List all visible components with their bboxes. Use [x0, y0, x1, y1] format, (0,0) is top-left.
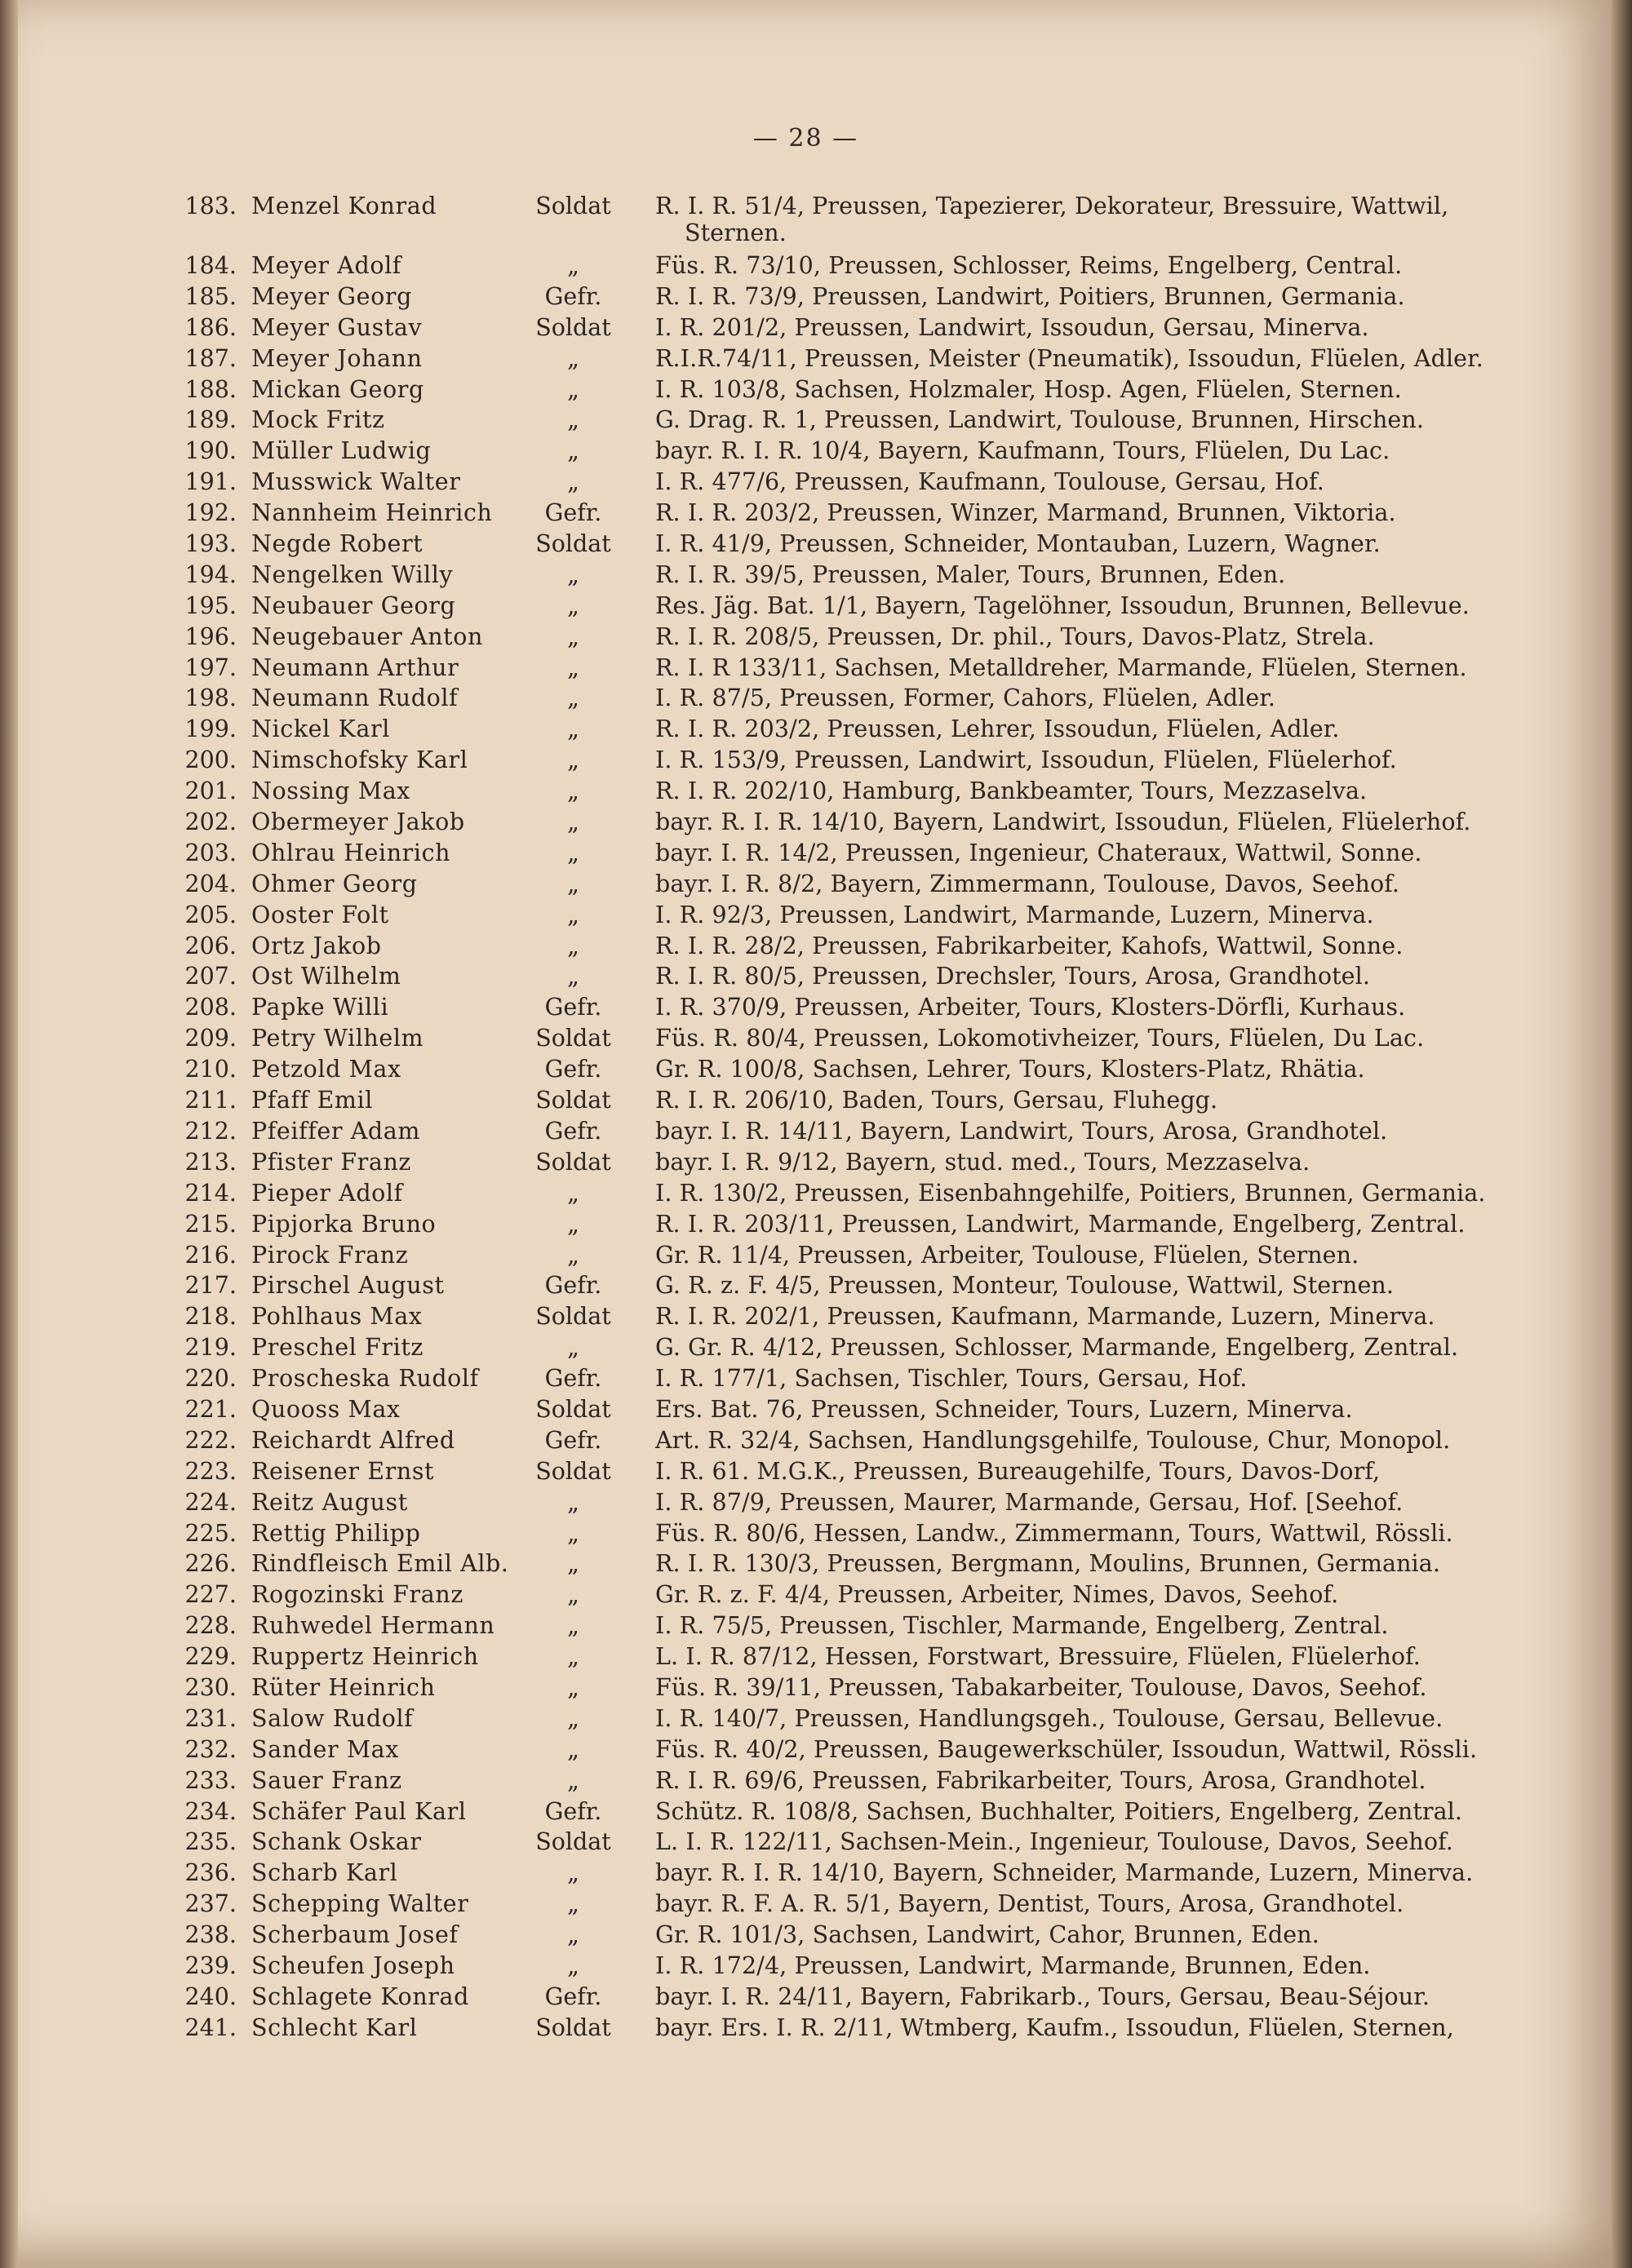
roster-entry	[0, 1767, 1612, 1798]
entry-name: Ruhwedel Hermann	[251, 1612, 495, 1640]
entry-rank: Gefr.	[544, 1117, 602, 1145]
entry-name: Nannheim Heinrich	[251, 499, 493, 527]
entry-details: Gr. R. 11/4, Preussen, Arbeiter, Toulouse, Flüelen, Sternen.	[655, 1241, 1359, 1269]
entry-rank: „	[567, 375, 579, 403]
roster-entry	[0, 1489, 1612, 1520]
entry-details: Füs. R. 39/11, Preussen, Tabakarbeiter, Toulouse, Davos, Seehof.	[655, 1673, 1427, 1701]
entry-name: Schank Oskar	[251, 1828, 422, 1856]
entry-rank: „	[567, 1704, 579, 1732]
entry-rank: „	[567, 1921, 579, 1949]
entry-rank: Gefr.	[544, 282, 602, 310]
roster-entry	[0, 592, 1612, 623]
entry-number: 199.	[184, 715, 237, 743]
entry-number: 238.	[184, 1921, 237, 1949]
entry-rank: „	[567, 1334, 579, 1362]
roster-entry	[0, 932, 1612, 963]
roster-entry	[0, 1612, 1612, 1643]
entry-rank: „	[567, 1890, 579, 1918]
entry-number: 233.	[184, 1766, 237, 1794]
entry-rank: Gefr.	[544, 1982, 602, 2010]
entry-rank: „	[567, 839, 579, 866]
roster-entry	[0, 901, 1612, 932]
entry-details: Ers. Bat. 76, Preussen, Schneider, Tours, Luzern, Minerva.	[655, 1395, 1353, 1423]
entry-number: 232.	[184, 1735, 237, 1763]
entry-rank: „	[567, 591, 579, 619]
entry-number: 183.	[184, 193, 237, 219]
entry-name: Salow Rudolf	[251, 1704, 414, 1732]
entry-name: Reitz August	[251, 1488, 408, 1516]
entry-name: Sander Max	[251, 1735, 399, 1763]
entry-number: 234.	[184, 1797, 237, 1825]
entry-details: bayr. I. R. 9/12, Bayern, stud. med., Tours, Mezzaselva.	[655, 1148, 1310, 1176]
entry-name: Nimschofsky Karl	[251, 746, 468, 774]
roster-entry	[0, 345, 1612, 376]
entry-number: 187.	[184, 344, 237, 372]
entry-rank: „	[567, 1550, 579, 1578]
entry-rank: Gefr.	[544, 1426, 602, 1454]
roster-entry	[0, 994, 1612, 1025]
entry-number: 184.	[184, 252, 237, 279]
entry-number: 209.	[184, 1025, 237, 1052]
entry-number: 237.	[184, 1890, 237, 1918]
entry-number: 220.	[184, 1365, 237, 1393]
entry-details: R. I. R. 39/5, Preussen, Maler, Tours, Brunnen, Eden.	[655, 560, 1286, 588]
entry-details: I. R. 153/9, Preussen, Landwirt, Issoudun, Flüelen, Flüelerhof.	[655, 746, 1397, 774]
entry-rank: „	[567, 1488, 579, 1516]
roster-entry	[0, 376, 1612, 407]
entry-number: 196.	[184, 622, 237, 650]
entry-number: 193.	[184, 530, 237, 558]
entry-number: 229.	[184, 1643, 237, 1671]
entry-name: Mickan Georg	[251, 375, 424, 403]
entry-name: Schäfer Paul Karl	[251, 1797, 467, 1825]
roster-entry	[0, 1520, 1612, 1551]
entry-name: Petry Wilhelm	[251, 1025, 424, 1052]
entry-name: Scheufen Joseph	[251, 1951, 455, 1979]
entry-details: G. Gr. R. 4/12, Preussen, Schlosser, Marmande, Engelberg, Zentral.	[655, 1334, 1459, 1362]
entry-number: 230.	[184, 1673, 237, 1701]
entry-number: 224.	[184, 1488, 237, 1516]
entry-name: Meyer Gustav	[251, 313, 423, 341]
entry-rank: Soldat	[535, 1828, 611, 1856]
entry-details: R. I. R. 202/10, Hamburg, Bankbeamter, Tours, Mezzaselva.	[655, 777, 1368, 805]
entry-number: 201.	[184, 777, 237, 805]
entry-details: Schütz. R. 108/8, Sachsen, Buchhalter, Poitiers, Engelberg, Zentral.	[655, 1797, 1463, 1825]
entry-name: Neumann Rudolf	[251, 684, 459, 712]
roster-entry	[0, 746, 1612, 777]
roster-entry	[0, 2014, 1612, 2045]
entry-name: Pieper Adolf	[251, 1179, 403, 1207]
roster-entry	[0, 252, 1612, 283]
entry-name: Papke Willi	[251, 994, 389, 1021]
roster-entry	[0, 1056, 1612, 1087]
roster-entry	[0, 314, 1612, 345]
entry-name: Rüter Heinrich	[251, 1673, 436, 1701]
entry-name: Ohmer Georg	[251, 870, 418, 897]
entry-number: 206.	[184, 932, 237, 959]
entry-rank: „	[567, 932, 579, 959]
entry-rank: Soldat	[535, 1025, 611, 1052]
entry-rank: „	[567, 1859, 579, 1887]
entry-details: Füs. R. 80/6, Hessen, Landw., Zimmermann, Tours, Wattwil, Rössli.	[655, 1519, 1453, 1547]
roster-entry	[0, 1828, 1612, 1859]
roster-entry	[0, 1365, 1612, 1396]
entry-name: Pirock Franz	[251, 1241, 409, 1269]
entry-details: I. R. 140/7, Preussen, Handlungsgeh., Toulouse, Gersau, Bellevue.	[655, 1704, 1444, 1732]
entry-rank: „	[567, 1643, 579, 1671]
entry-number: 198.	[184, 684, 237, 712]
book-edge	[1612, 0, 1632, 2268]
entry-rank: „	[567, 1581, 579, 1609]
entry-name: Neumann Arthur	[251, 653, 459, 681]
entry-number: 241.	[184, 2013, 237, 2041]
entry-details: Gr. R. 101/3, Sachsen, Landwirt, Cahor, Brunnen, Eden.	[655, 1921, 1319, 1949]
entry-details: R. I. R. 203/2, Preussen, Lehrer, Issoudun, Flüelen, Adler.	[655, 715, 1340, 743]
entry-details: I. R. 103/8, Sachsen, Holzmaler, Hosp. Agen, Flüelen, Sternen.	[655, 375, 1402, 403]
roster-entry	[0, 1983, 1612, 2014]
entry-details: bayr. R. I. R. 14/10, Bayern, Schneider, Marmande, Luzern, Minerva.	[655, 1859, 1474, 1887]
entry-rank: „	[567, 560, 579, 588]
entry-details: bayr. Ers. I. R. 2/11, Wtmberg, Kaufm., Issoudun, Flüelen, Sternen,	[655, 2013, 1454, 2041]
entry-rank: „	[567, 870, 579, 897]
entry-details: Füs. R. 73/10, Preussen, Schlosser, Reims, Engelberg, Central.	[655, 252, 1403, 279]
entry-details: bayr. I. R. 14/2, Preussen, Ingenieur, Chateraux, Wattwil, Sonne.	[655, 839, 1422, 866]
entry-details: R. I. R. 130/3, Preussen, Bergmann, Moulins, Brunnen, Germania.	[655, 1550, 1441, 1578]
entry-details: G. R. z. F. 4/5, Preussen, Monteur, Toulouse, Wattwil, Sternen.	[655, 1272, 1395, 1300]
entry-name: Meyer Georg	[251, 282, 412, 310]
entry-details: R. I. R. 203/11, Preussen, Landwirt, Marmande, Engelberg, Zentral.	[655, 1210, 1466, 1238]
entry-number: 215.	[184, 1210, 237, 1238]
roster-entry	[0, 839, 1612, 870]
entry-details: Füs. R. 80/4, Preussen, Lokomotivheizer, Tours, Flüelen, Du Lac.	[655, 1025, 1425, 1052]
entry-rank: „	[567, 468, 579, 496]
entry-rank: Soldat	[535, 1303, 611, 1331]
entry-number: 204.	[184, 870, 237, 897]
entry-rank: „	[567, 406, 579, 434]
roster-entry	[0, 1798, 1612, 1829]
entry-rank: „	[567, 1766, 579, 1794]
entry-number: 225.	[184, 1519, 237, 1547]
roster-entry	[0, 1921, 1612, 1952]
entry-details: bayr. R. I. R. 14/10, Bayern, Landwirt, Issoudun, Flüelen, Flüelerhof.	[655, 808, 1471, 836]
entry-details: L. I. R. 122/11, Sachsen-Mein., Ingenieur, Toulouse, Davos, Seehof.	[655, 1828, 1453, 1856]
entry-number: 188.	[184, 375, 237, 403]
entry-rank: „	[567, 1179, 579, 1207]
entry-details: I. R. 41/9, Preussen, Schneider, Montauban, Luzern, Wagner.	[655, 530, 1381, 558]
entry-number: 213.	[184, 1148, 237, 1176]
page-number: — 28 —	[752, 124, 859, 153]
entry-number: 186.	[184, 313, 237, 341]
roster-entry	[0, 1211, 1612, 1242]
roster-entry	[0, 870, 1612, 901]
roster-entry	[0, 1643, 1612, 1674]
roster-entry	[0, 1180, 1612, 1211]
entry-name: Menzel Konrad	[251, 193, 437, 219]
entry-name: Pipjorka Bruno	[251, 1210, 437, 1238]
entry-rank: „	[567, 344, 579, 372]
roster-entry	[0, 963, 1612, 994]
entry-number: 231.	[184, 1704, 237, 1732]
roster-entry	[0, 406, 1612, 437]
entry-rank: Soldat	[535, 313, 611, 341]
entry-rank: Gefr.	[544, 1272, 602, 1300]
entry-name: Rettig Philipp	[251, 1519, 421, 1547]
entry-details: R.I.R.74/11, Preussen, Meister (Pneumatik), Issoudun, Flüelen, Adler.	[655, 344, 1483, 372]
roster-entry	[0, 623, 1612, 654]
entry-number: 226.	[184, 1550, 237, 1578]
roster-entry	[0, 1334, 1612, 1365]
entry-details: I. R. 61. M.G.K., Preussen, Bureaugehilfe, Tours, Davos-Dorf,	[655, 1457, 1381, 1485]
entry-details: R. I. R. 73/9, Preussen, Landwirt, Poitiers, Brunnen, Germania.	[655, 282, 1405, 310]
entry-number: 223.	[184, 1457, 237, 1485]
entry-name: Neubauer Georg	[251, 591, 456, 619]
entry-name: Reichardt Alfred	[251, 1426, 455, 1454]
roster-entry	[0, 468, 1612, 499]
entry-details: Füs. R. 40/2, Preussen, Baugewerkschüler, Issoudun, Wattwil, Rössli.	[655, 1735, 1478, 1763]
roster-entry	[0, 1890, 1612, 1921]
entry-name: Pirschel August	[251, 1272, 445, 1300]
entry-number: 217.	[184, 1272, 237, 1300]
entry-name: Nengelken Willy	[251, 560, 454, 588]
entry-details: bayr. I. R. 14/11, Bayern, Landwirt, Tours, Arosa, Grandhotel.	[655, 1117, 1388, 1145]
entry-number: 208.	[184, 994, 237, 1021]
entry-number: 235.	[184, 1828, 237, 1856]
entry-name: Schlagete Konrad	[251, 1982, 469, 2010]
roster-entry	[0, 530, 1612, 561]
entry-name: Ortz Jakob	[251, 932, 382, 959]
entry-name: Müller Ludwig	[251, 437, 432, 465]
entry-details: Art. R. 32/4, Sachsen, Handlungsgehilfe, Toulouse, Chur, Monopol.	[655, 1426, 1451, 1454]
entry-name: Schlecht Karl	[251, 2013, 418, 2041]
entry-name: Scherbaum Josef	[251, 1921, 459, 1949]
roster-entry	[0, 1149, 1612, 1180]
entry-details: bayr. I. R. 24/11, Bayern, Fabrikarb., Tours, Gersau, Beau-Séjour.	[655, 1982, 1430, 2010]
entry-rank: „	[567, 1673, 579, 1701]
entry-details: bayr. R. F. A. R. 5/1, Bayern, Dentist, Tours, Arosa, Grandhotel.	[655, 1890, 1404, 1918]
entry-number: 203.	[184, 839, 237, 866]
entry-details: Gr. R. z. F. 4/4, Preussen, Arbeiter, Nimes, Davos, Seehof.	[655, 1581, 1339, 1609]
roster-entry	[0, 1272, 1612, 1303]
entry-rank: Gefr.	[544, 1797, 602, 1825]
entry-details: Res. Jäg. Bat. 1/1, Bayern, Tagelöhner, Issoudun, Brunnen, Bellevue.	[655, 591, 1470, 619]
entry-number: 197.	[184, 653, 237, 681]
entry-number: 212.	[184, 1117, 237, 1145]
entry-name: Rindfleisch Emil Alb.	[251, 1550, 509, 1578]
entry-number: 207.	[184, 963, 237, 990]
entry-details: L. I. R. 87/12, Hessen, Forstwart, Bressuire, Flüelen, Flüelerhof.	[655, 1643, 1421, 1671]
roster-entry	[0, 1087, 1612, 1118]
roster-entry	[0, 1859, 1612, 1890]
entry-details: I. R. 87/9, Preussen, Maurer, Marmande, Gersau, Hof. [Seehof.	[655, 1488, 1404, 1516]
entry-details: I. R. 477/6, Preussen, Kaufmann, Toulouse, Gersau, Hof.	[655, 468, 1324, 496]
roster-entry	[0, 1581, 1612, 1612]
entry-number: 210.	[184, 1056, 237, 1083]
roster-entry	[0, 1396, 1612, 1427]
roster-entry	[0, 1242, 1612, 1273]
entry-details: R. I. R. 80/5, Preussen, Drechsler, Tours, Arosa, Grandhotel.	[655, 963, 1371, 990]
entry-details: R. I. R. 208/5, Preussen, Dr. phil., Tours, Davos-Platz, Strela.	[655, 622, 1375, 650]
entry-details: I. R. 87/5, Preussen, Former, Cahors, Flüelen, Adler.	[655, 684, 1276, 712]
roster-entry	[0, 1674, 1612, 1705]
roster-entry	[0, 1303, 1612, 1334]
entry-name: Pohlhaus Max	[251, 1303, 423, 1331]
entry-rank: „	[567, 1519, 579, 1547]
entry-details: R. I. R. 206/10, Baden, Tours, Gersau, Fluhegg.	[655, 1087, 1218, 1114]
entry-details: R. I. R. 202/1, Preussen, Kaufmann, Marmande, Luzern, Minerva.	[655, 1303, 1435, 1331]
entry-number: 202.	[184, 808, 237, 836]
entry-name: Preschel Fritz	[251, 1334, 424, 1362]
entry-rank: Gefr.	[544, 994, 602, 1021]
roster-entry	[0, 193, 1612, 252]
entry-number: 211.	[184, 1087, 237, 1114]
entry-details: I. R. 370/9, Preussen, Arbeiter, Tours, Klosters-Dörfli, Kurhaus.	[655, 994, 1406, 1021]
entry-number: 190.	[184, 437, 237, 465]
entry-details: I. R. 172/4, Preussen, Landwirt, Marmande, Brunnen, Eden.	[655, 1951, 1371, 1979]
entry-rank: „	[567, 1612, 579, 1640]
entry-number: 185.	[184, 282, 237, 310]
entry-rank: Soldat	[535, 1395, 611, 1423]
entry-name: Negde Robert	[251, 530, 424, 558]
entry-name: Proscheska Rudolf	[251, 1365, 479, 1393]
entry-name: Nossing Max	[251, 777, 410, 805]
roster-entry	[0, 1550, 1612, 1581]
entry-name: Neugebauer Anton	[251, 622, 483, 650]
entry-name: Ruppertz Heinrich	[251, 1643, 479, 1671]
roster-entry	[0, 1427, 1612, 1458]
entry-name: Musswick Walter	[251, 468, 461, 496]
entry-name: Ost Wilhelm	[251, 963, 401, 990]
entry-details: Gr. R. 100/8, Sachsen, Lehrer, Tours, Klosters-Platz, Rhätia.	[655, 1056, 1365, 1083]
entry-rank: Gefr.	[544, 1365, 602, 1393]
entry-name: Quooss Max	[251, 1395, 401, 1423]
entry-name: Meyer Adolf	[251, 252, 401, 279]
roster-entry	[0, 1458, 1612, 1489]
entry-rank: Soldat	[535, 1457, 611, 1485]
entry-name: Reisener Ernst	[251, 1457, 435, 1485]
roster-entry	[0, 684, 1612, 715]
entry-rank: „	[567, 684, 579, 712]
entry-rank: Soldat	[535, 530, 611, 558]
roster-entry	[0, 1952, 1612, 1983]
entry-rank: „	[567, 715, 579, 743]
roster-entry	[0, 499, 1612, 530]
entry-details: I. R. 130/2, Preussen, Eisenbahngehilfe, Poitiers, Brunnen, Germania.	[655, 1179, 1486, 1207]
entry-rank: „	[567, 1241, 579, 1269]
roster-entry	[0, 437, 1612, 468]
entry-number: 192.	[184, 499, 237, 527]
entry-number: 189.	[184, 406, 237, 434]
entry-rank: „	[567, 653, 579, 681]
entry-rank: Soldat	[535, 193, 611, 219]
roster-entry	[0, 777, 1612, 808]
entry-details: R. I. R. 203/2, Preussen, Winzer, Marmand, Brunnen, Viktoria.	[655, 499, 1396, 527]
entry-name: Sauer Franz	[251, 1766, 402, 1794]
entry-rank: „	[567, 252, 579, 279]
entry-number: 218.	[184, 1303, 237, 1331]
entry-rank: Soldat	[535, 2013, 611, 2041]
entry-number: 236.	[184, 1859, 237, 1887]
entry-details: I. R. 92/3, Preussen, Landwirt, Marmande, Luzern, Minerva.	[655, 901, 1374, 928]
entry-number: 216.	[184, 1241, 237, 1269]
roster-entry	[0, 1736, 1612, 1767]
entry-name: Scharb Karl	[251, 1859, 398, 1887]
entry-name: Pfister Franz	[251, 1148, 412, 1176]
entry-number: 222.	[184, 1426, 237, 1454]
roster-entry	[0, 715, 1612, 746]
entry-name: Ooster Folt	[251, 901, 389, 928]
entry-name: Meyer Johann	[251, 344, 423, 372]
entry-rank: „	[567, 1735, 579, 1763]
entry-rank: Soldat	[535, 1148, 611, 1176]
roster-entry	[0, 1118, 1612, 1149]
entry-number: 200.	[184, 746, 237, 774]
entry-details-continued: Sternen.	[685, 219, 787, 246]
entry-number: 228.	[184, 1612, 237, 1640]
entry-name: Ohlrau Heinrich	[251, 839, 451, 866]
entry-details: R. I. R. 69/6, Preussen, Fabrikarbeiter, Tours, Arosa, Grandhotel.	[655, 1766, 1426, 1794]
entry-number: 227.	[184, 1581, 237, 1609]
entry-name: Pfeiffer Adam	[251, 1117, 420, 1145]
entry-number: 240.	[184, 1982, 237, 2010]
entry-number: 205.	[184, 901, 237, 928]
entry-name: Obermeyer Jakob	[251, 808, 465, 836]
entry-rank: „	[567, 963, 579, 990]
roster-entry	[0, 561, 1612, 592]
entry-number: 191.	[184, 468, 237, 496]
entry-rank: Gefr.	[544, 499, 602, 527]
entry-details: I. R. 75/5, Preussen, Tischler, Marmande, Engelberg, Zentral.	[655, 1612, 1389, 1640]
entry-details: I. R. 201/2, Preussen, Landwirt, Issoudun, Gersau, Minerva.	[655, 313, 1369, 341]
entry-details: bayr. R. I. R. 10/4, Bayern, Kaufmann, Tours, Flüelen, Du Lac.	[655, 437, 1390, 465]
entry-details: R. I. R. 28/2, Preussen, Fabrikarbeiter, Kahofs, Wattwil, Sonne.	[655, 932, 1404, 959]
roster-list	[0, 193, 1612, 2045]
entry-number: 214.	[184, 1179, 237, 1207]
entry-name: Petzold Max	[251, 1056, 401, 1083]
entry-rank: Soldat	[535, 1087, 611, 1114]
entry-rank: „	[567, 1951, 579, 1979]
entry-number: 195.	[184, 591, 237, 619]
entry-number: 221.	[184, 1395, 237, 1423]
roster-entry	[0, 1705, 1612, 1736]
entry-rank: „	[567, 808, 579, 836]
roster-entry	[0, 283, 1612, 314]
entry-number: 239.	[184, 1951, 237, 1979]
entry-rank: Gefr.	[544, 1056, 602, 1083]
entry-rank: „	[567, 622, 579, 650]
entry-name: Pfaff Emil	[251, 1087, 373, 1114]
entry-details: bayr. I. R. 8/2, Bayern, Zimmermann, Toulouse, Davos, Seehof.	[655, 870, 1400, 897]
entry-rank: „	[567, 1210, 579, 1238]
entry-name: Nickel Karl	[251, 715, 390, 743]
roster-entry	[0, 654, 1612, 685]
entry-rank: „	[567, 437, 579, 465]
roster-entry	[0, 808, 1612, 839]
entry-number: 219.	[184, 1334, 237, 1362]
entry-details: R. I. R. 51/4, Preussen, Tapezierer, Dekorateur, Bressuire, Wattwil, Sternen.	[655, 193, 1504, 246]
entry-rank: „	[567, 777, 579, 805]
entry-details: R. I. R 133/11, Sachsen, Metalldreher, Marmande, Flüelen, Sternen.	[655, 653, 1467, 681]
entry-name: Schepping Walter	[251, 1890, 469, 1918]
entry-rank: „	[567, 746, 579, 774]
roster-entry	[0, 1025, 1612, 1056]
entry-name: Mock Fritz	[251, 406, 385, 434]
entry-number: 194.	[184, 560, 237, 588]
entry-details: G. Drag. R. 1, Preussen, Landwirt, Toulouse, Brunnen, Hirschen.	[655, 406, 1424, 434]
entry-details: I. R. 177/1, Sachsen, Tischler, Tours, Gersau, Hof.	[655, 1365, 1248, 1393]
entry-name: Rogozinski Franz	[251, 1581, 463, 1609]
entry-rank: „	[567, 901, 579, 928]
